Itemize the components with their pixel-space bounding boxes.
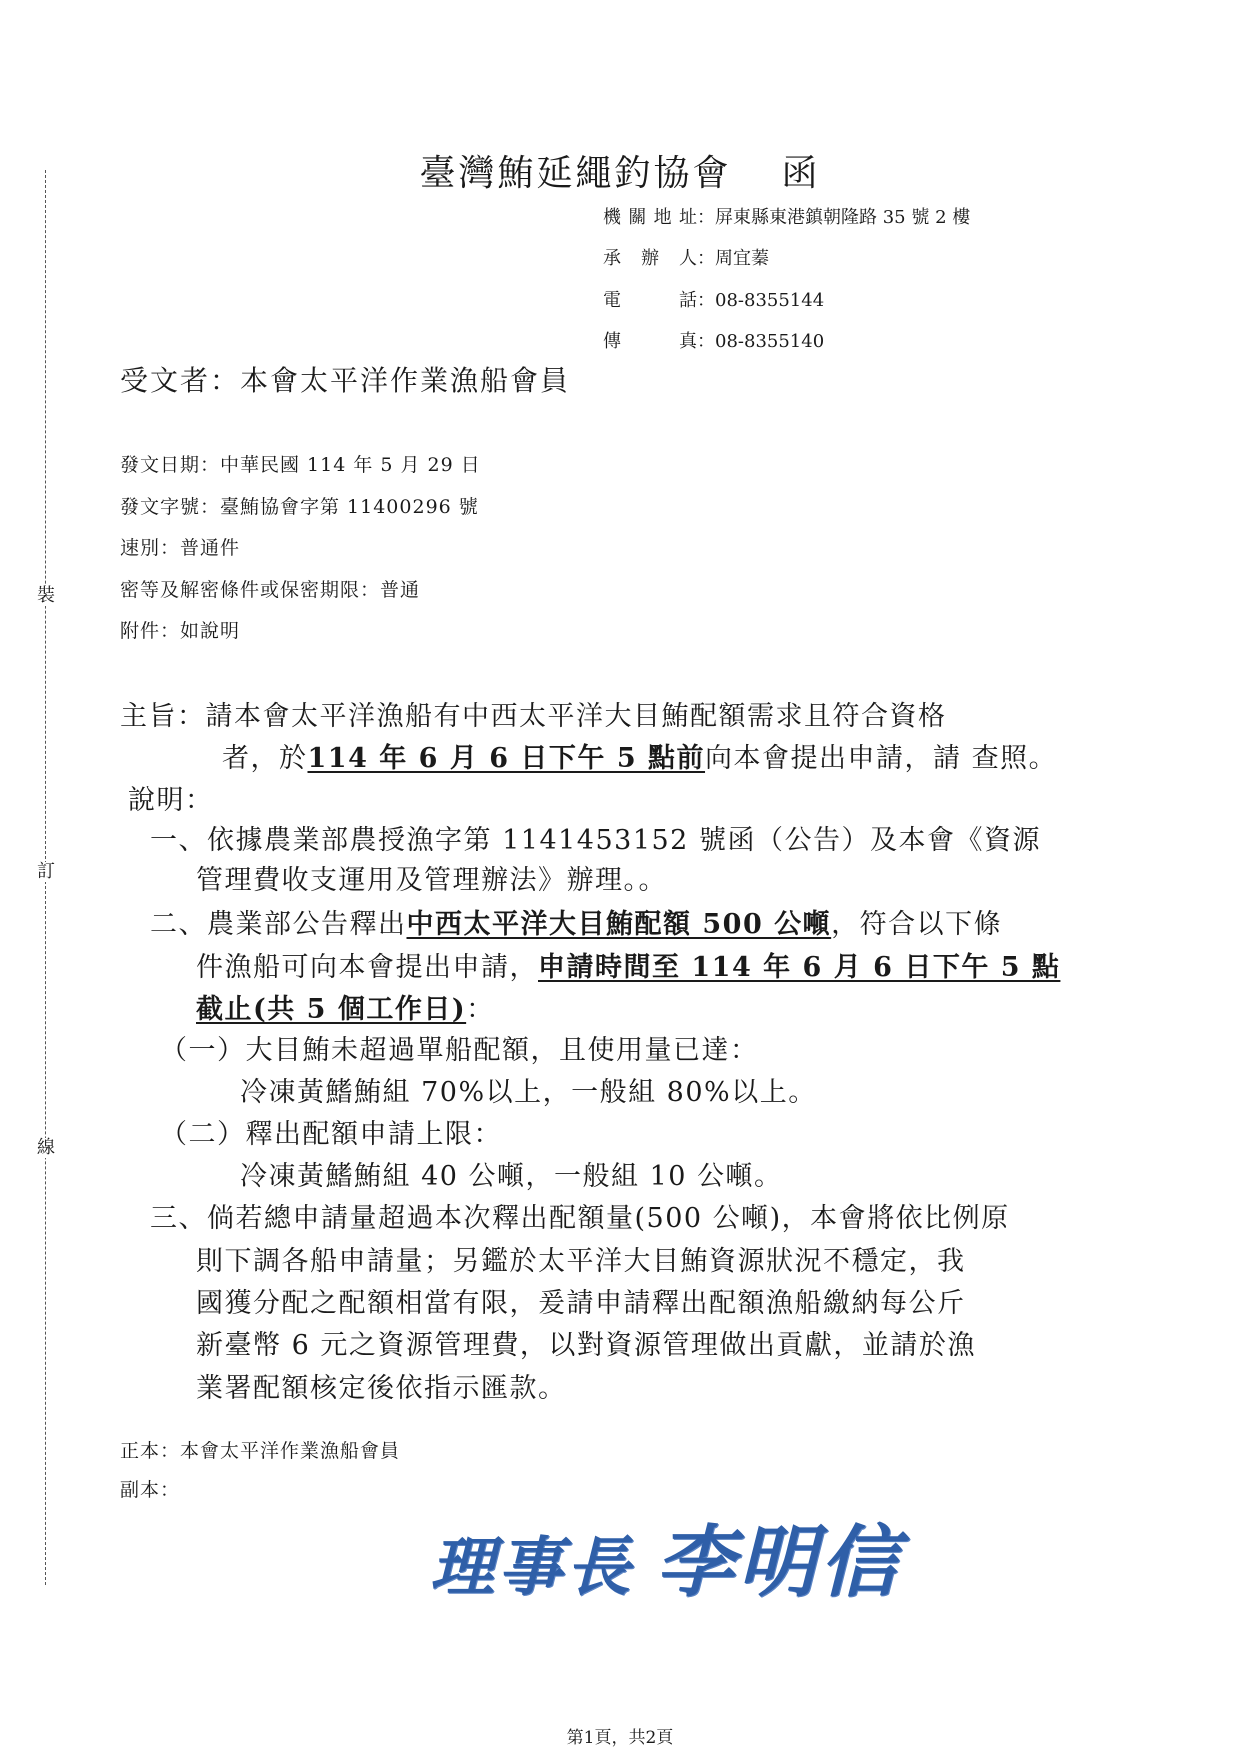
document-title: [0, 145, 1240, 196]
binding-mark-xian: 線: [37, 1137, 55, 1158]
subject-line-2: 者，於114 年 6 月 6 日下午 5 點前向本會提出申請，請 查照。: [222, 743, 1058, 774]
item3-line-2: 則下調各船申請量；另鑑於太平洋大目鮪資源狀況不穩定，我: [196, 1246, 966, 1277]
item3-line-3: 國獲分配之配額相當有限，爰請申請釋出配額漁船繳納每公斤: [196, 1288, 966, 1319]
contact-fax: 傳 真：08-8355140: [603, 327, 824, 353]
contact-address: 機關地址：屏東縣東港鎮朝隆路 35 號 2 樓: [603, 203, 970, 229]
item2-line-1: 二、農業部公告釋出中西太平洋大目鮪配額 500 公噸，符合以下條: [150, 909, 1003, 940]
item2-line-3: 截止(共 5 個工作日)：: [196, 994, 495, 1025]
subject-line-1: 主旨：請本會太平洋漁船有中西太平洋大目鮪配額需求且符合資格: [120, 701, 947, 732]
item2-deadline-end: 截止(共 5 個工作日): [196, 994, 467, 1025]
subject-deadline: 114 年 6 月 6 日下午 5 點前: [307, 743, 706, 774]
doc-type: 函: [781, 153, 821, 194]
contact-handler: 承 辦 人：周宜蓁: [603, 244, 769, 270]
item2-quota: 中西太平洋大目鮪配額 500 公噸: [406, 909, 832, 940]
org-name: 臺灣鮪延繩釣協會: [419, 153, 732, 194]
handler-label: 承 辦 人: [603, 248, 697, 269]
signature-name: 李明信: [656, 1517, 903, 1608]
item3-line-5: 業署配額核定後依指示匯款。: [196, 1373, 567, 1404]
binding-mark-zhuang: 裝: [37, 585, 55, 606]
chairman-signature-stamp: [430, 1500, 902, 1612]
sub1-line-1: （一）大目鮪未超過單船配額，且使用量已達：: [160, 1035, 759, 1066]
page-number: 第1頁，共2頁: [566, 1728, 674, 1748]
signature-title: 理事長: [430, 1530, 634, 1605]
attachment: 附件：如說明: [120, 620, 241, 642]
sub2-line-1: （二）釋出配額申請上限：: [160, 1119, 502, 1150]
sub1-line-2: 冷凍黃鰭鮪組 70%以上，一般組 80%以上。: [240, 1077, 817, 1108]
speed-class: 速別：普通件: [120, 537, 241, 559]
binding-mark-ding: 訂: [37, 861, 55, 882]
sub2-line-2: 冷凍黃鰭鮪組 40 公噸，一般組 10 公噸。: [240, 1161, 783, 1192]
copy-recipient: 副本：: [120, 1479, 181, 1501]
address-label: 機關地址: [603, 207, 697, 228]
item2-deadline: 申請時間至 114 年 6 月 6 日下午 5 點: [538, 952, 1061, 983]
item2-line-2: 件漁船可向本會提出申請，申請時間至 114 年 6 月 6 日下午 5 點: [196, 952, 1061, 983]
original-recipient: 正本：本會太平洋作業漁船會員: [120, 1440, 401, 1462]
issue-number: 發文字號：臺鮪協會字第 11400296 號: [120, 496, 479, 518]
phone-label: 電 話: [603, 290, 697, 311]
recipient: 受文者：本會太平洋作業漁船會員: [120, 364, 571, 397]
handler-value: 周宜蓁: [715, 248, 769, 269]
item1-line-2: 管理費收支運用及管理辦法》辦理。。: [196, 865, 667, 896]
fax-value: 08-8355140: [715, 331, 825, 352]
address-value: 屏東縣東港鎮朝隆路 35 號 2 樓: [715, 207, 971, 228]
issue-date: 發文日期：中華民國 114 年 5 月 29 日: [120, 454, 481, 476]
fax-label: 傳 真: [603, 331, 697, 352]
secrecy-class: 密等及解密條件或保密期限：普通: [120, 579, 421, 601]
item3-line-1: 三、倘若總申請量超過本次釋出配額量(500 公噸)，本會將依比例原: [150, 1203, 1010, 1234]
contact-phone: 電 話：08-8355144: [603, 286, 824, 312]
item3-line-4: 新臺幣 6 元之資源管理費，以對資源管理做出貢獻，並請於漁: [196, 1330, 976, 1361]
item1-line-1: 一、依據農業部農授漁字第 1141453152 號函（公告）及本會《資源: [150, 825, 1041, 856]
phone-value: 08-8355144: [715, 290, 825, 311]
explanation-heading: 說明：: [128, 785, 214, 816]
